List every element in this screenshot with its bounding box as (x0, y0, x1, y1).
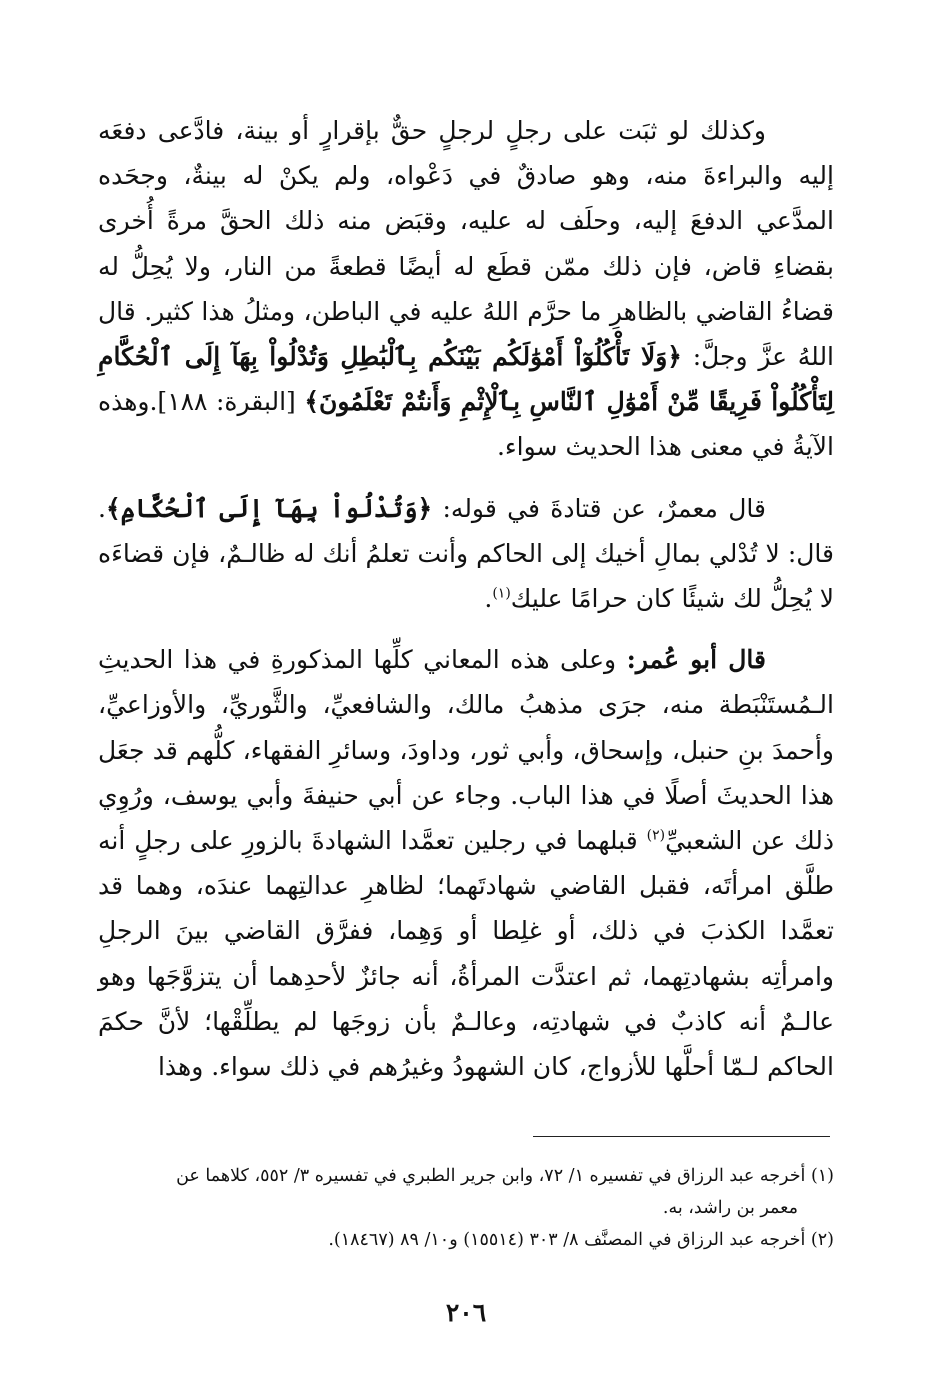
paragraph-3 (98, 637, 834, 1089)
paragraph-2 (98, 486, 834, 622)
paragraph-1 (98, 108, 834, 470)
footnote-divider (533, 1136, 830, 1137)
paragraph-2-text-a: قال معمرٌ، عن قتادةَ في قوله: (432, 493, 766, 523)
footnote-1-line-2: معمر بن راشد، به. (662, 1198, 798, 1218)
quran-verse-1: ﴿وَلَا تَأْكُلُوٓاْ أَمْوَٰلَكُم بَيْنَكُم بِٱلْبَٰطِلِ وَتُدْلُواْ بِهَآ إِلَى ٱلْحُكَّامِ لِتَأْكُلُواْ فَرِيقًا مِّنْ أَمْوَٰلِ ٱلنَّاسِ بِٱلْإِثْمِ وَأَنتُمْ تَعْلَمُونَ﴾ (98, 342, 835, 417)
paragraph-3-lead: قال أبو عُمر: (626, 645, 766, 675)
paragraph-2-text-c: . (484, 584, 493, 614)
page-number: ٢٠٦ (445, 1298, 487, 1327)
footnote-2: (٢) أخرجه عبد الرزاق في المصنَّف ٨/ ٣٠٣ (١٥٥١٤) و١٠/ ٨٩ (١٨٤٦٧). (328, 1230, 834, 1250)
quran-verse-2: ﴿وَتُدْلُواْ بِهَآ إِلَى ٱلْحُكَّامِ﴾ (105, 493, 433, 523)
footnote-1-line-1: (١) أخرجه عبد الرزاق في تفسيره ١/ ٧٢، وابن جرير الطبري في تفسيره ٣/ ٥٥٢، كلاهما عن (176, 1166, 834, 1186)
footnote-ref-2: (٢) (646, 827, 666, 844)
paragraph-1-text-b: [البقرة: ١٨٨].وهذه الآيةُ في معنى هذا الحديث سواء. (98, 387, 834, 462)
paragraph-3-text-a: وعلى هذه المعاني كلِّها المذكورةِ في هذا الحديثِ الـمُستَنْبَطة منه، جرَى مذهبُ مالك، والشافعيِّ، والثَّوريِّ، والأوزاعيِّ، وأحمدَ بنِ حنبل، وإسحاق، وأبي ثور، وداودَ، وسائرِ الفقهاء، كلُّهم قد جعَل هذا الحديثَ أصلًا في هذا الباب. وجاء عن أبي حنيفةَ وأبي يوسف، ورُوِي ذلك عن الشعبيِّ (98, 645, 834, 856)
footnote-ref-1: (١) (492, 585, 511, 602)
footnotes (98, 1160, 834, 1256)
main-text (98, 108, 834, 1089)
paragraph-1-text-a: وكذلك لو ثبَت على رجلٍ لرجلٍ حقٌّ بإقرارٍ أو بينة، فادَّعى دفعَه إليه والبراءةَ منه، وهو صادقٌ في دَعْواه، ولم يكنْ له بينةٌ، وجحَده المدَّعي الدفعَ إليه، وحلَف له عليه، وقبَض منه ذلك الحقَّ مرةً أُخرى بقضاءِ قاض، فإن ذلك ممّن قطَع له أيضًا قطعةً من النار، ولا يُحِلُّ له قضاءُ القاضي بالظاهرِ ما حرَّم اللهُ عليه في الباطن، ومثلُ هذا كثير. قال اللهُ عزَّ وجلَّ: (98, 116, 835, 372)
paragraph-3-text-b: قبلهما في رجلين تعمَّدا الشهادةَ بالزورِ على رجلٍ أنه طلَّق امرأتَه، فقبل القاضي شهادتَهما؛ لظاهرِ عدالتِهما عندَه، وهما قد تعمَّدا الكذبَ في ذلك، أو غلِطا أو وَهِما، ففرَّق القاضي بينَ الرجلِ وامرأتِه بشهادتِهما، ثم اعتدَّت المرأةُ، أنه جائزٌ لأحدِهما أن يتزوَّجَها وهو عالـمٌ أنه كاذبٌ في شهادتِه، وعالـمٌ بأن زوجَها لم يطلِّقْها؛ لأنَّ حكمَ الحاكم لـمّا أحلَّها للأزواج، كان الشهودُ وغيرُهم في ذلك سواء. وهذا (98, 826, 834, 1082)
footnote-1 (98, 1160, 834, 1224)
paragraph-2-text-b: . قال: لا تُدْلي بمالِ أخيك إلى الحاكم وأنت تعلمُ أنك له ظالـمٌ، فإن قضاءَه لا يُحِلُّ لك شيئًا كان حرامًا عليك (98, 493, 834, 614)
